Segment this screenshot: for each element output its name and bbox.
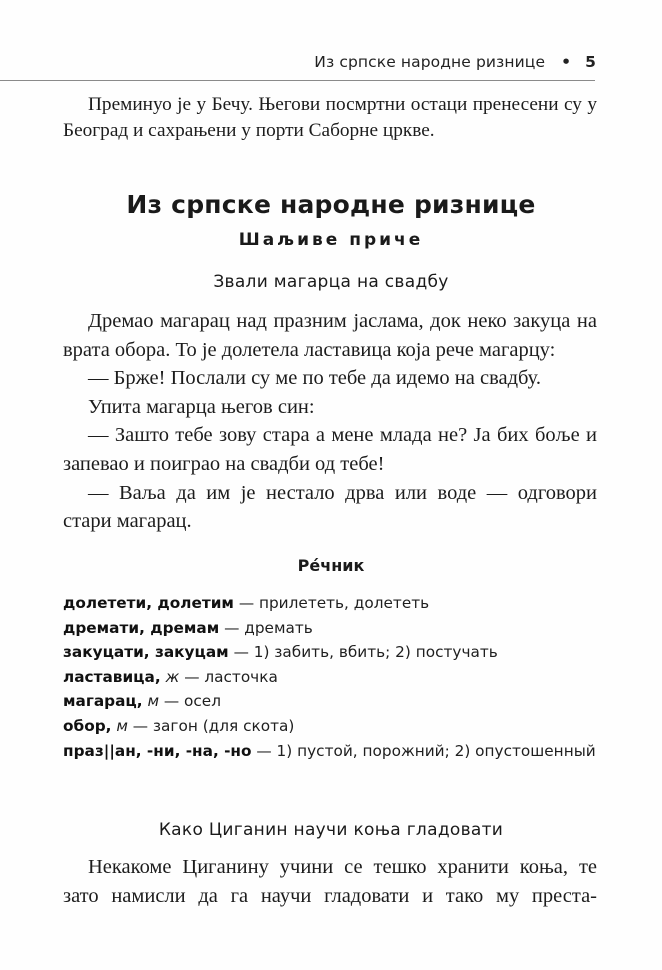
dictionary-term: обор, xyxy=(63,716,112,735)
dictionary-definition: — прилететь, долететь xyxy=(238,594,430,612)
dictionary-entry xyxy=(63,640,603,665)
story-body xyxy=(63,307,597,536)
dictionary-entry xyxy=(63,689,603,714)
intro-paragraph: Преминуо је у Бечу. Његови посмртни остаци пренесени су у Београд и сахрањени у порти Саборне цркве. xyxy=(63,94,597,141)
dictionary-entry xyxy=(63,616,603,641)
dictionary-definition: — ласточка xyxy=(184,667,278,686)
dictionary-term: ластавица, xyxy=(63,667,161,686)
story-paragraph: Дремао магарац над празним јаслама, док неко закуца на врата обора. То је долетела ластавица која рече магарцу: xyxy=(63,310,597,361)
dictionary-definition: — дремать xyxy=(224,618,313,637)
story-title: Како Циганин научи коња гладовати xyxy=(158,820,504,840)
dictionary-definition: — 1) пустой, порожний; 2) опустошенный xyxy=(256,741,596,760)
dictionary-entry xyxy=(63,739,603,764)
story-paragraph: — Брже! Послали су ме по тебе да идемо на свадбу. xyxy=(88,367,541,390)
section-title: Из српске народне ризнице xyxy=(126,190,536,219)
story-paragraph: Упита магарца његов син: xyxy=(88,395,315,418)
dictionary-term: долетети, долетим xyxy=(63,594,234,612)
story-paragraph: — Ваља да им је нестало дрва или воде — одговори стари магарац. xyxy=(63,481,597,533)
story-paragraph: — Зашто тебе зову стара а мене млада не? Ја бих боље и запевао и поиграо на свадби од тебе! xyxy=(63,424,597,475)
dictionary-term: магарац, xyxy=(63,692,143,711)
dictionary-term: закуцати, закуцам xyxy=(63,643,229,662)
story-body xyxy=(63,853,597,910)
dictionary-definition: — 1) забить, вбить; 2) постучать xyxy=(233,643,498,662)
dictionary-list xyxy=(63,591,603,763)
dictionary-entry xyxy=(63,591,603,616)
dictionary-definition: — осел xyxy=(163,692,221,711)
dictionary-title: Ре́чник xyxy=(297,556,365,575)
intro-paragraph-block xyxy=(63,92,597,144)
grammar-label: м xyxy=(147,692,159,711)
dictionary-term: праз||ан, -ни, -на, -но xyxy=(63,741,252,760)
grammar-label: м xyxy=(116,716,128,735)
running-head xyxy=(314,53,596,71)
dictionary-entry xyxy=(63,665,603,690)
running-head-title: Из српске народне ризнице xyxy=(314,53,546,71)
story-paragraph: Некакоме Циганину учини се тешко хранити коња, те зато намисли да га научи гладовати и тако му преста- xyxy=(63,856,597,907)
story-title: Звали магарца на свадбу xyxy=(213,272,449,292)
bullet-separator-icon: • xyxy=(561,53,572,71)
dictionary-entry xyxy=(63,714,603,739)
grammar-label: ж xyxy=(165,667,180,686)
section-subtitle: Шаљиве приче xyxy=(238,230,424,250)
dictionary-definition: — загон (для скота) xyxy=(132,716,295,735)
page-number: 5 xyxy=(585,53,596,71)
dictionary-term: дремати, дремам xyxy=(63,618,220,637)
header-rule xyxy=(0,80,595,81)
